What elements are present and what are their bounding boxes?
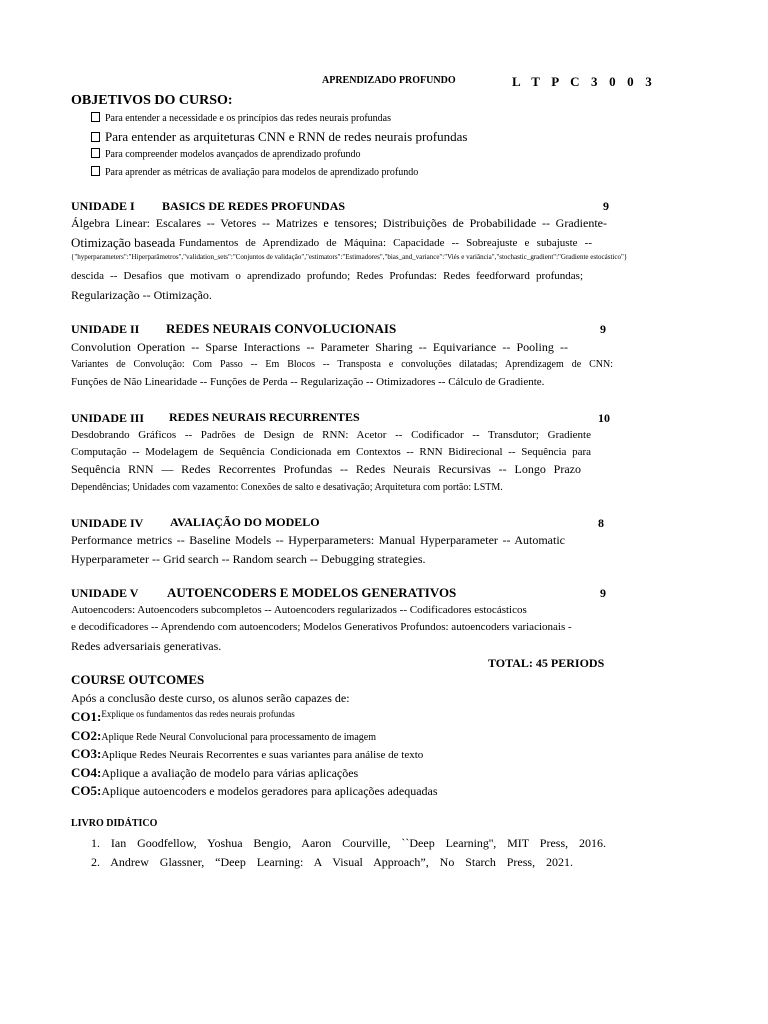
unit-text-line: Regularização -- Otimização. bbox=[71, 288, 212, 302]
unit-label: UNIDADE II bbox=[71, 322, 140, 336]
checkbox-icon bbox=[91, 148, 100, 158]
unit-hours: 9 bbox=[603, 199, 609, 213]
unit-text-line: Performance metrics -- Baseline Models -- Hyperparameters: Manual Hyperparameter -- Automatic bbox=[71, 533, 565, 547]
textbook-item: 2. Andrew Glassner, “Deep Learning: A Visual Approach”, No Starch Press, 2021. bbox=[91, 855, 573, 869]
unit-text-line: Otimização baseada bbox=[71, 235, 176, 250]
objective-item: Para entender as arquiteturas CNN e RNN de redes neurais profundas bbox=[91, 129, 467, 145]
unit-text-line: Fundamentos de Aprendizado de Máquina: Capacidade -- Sobreajuste e subajuste -- bbox=[179, 237, 592, 249]
course-title: APRENDIZADO PROFUNDO bbox=[322, 75, 456, 86]
unit-text-line: descida -- Desafios que motivam o aprendizado profundo; Redes Profundas: Redes feedforward profundas; bbox=[71, 270, 583, 282]
unit-label: UNIDADE IV bbox=[71, 516, 144, 530]
unit-text-line: Autoencoders: Autoencoders subcompletos -- Autoencoders regularizados -- Codificadores estocásticos bbox=[71, 604, 527, 616]
unit-text-line: Dependências; Unidades com vazamento: Conexões de salto e desativação; Arquitetura com portão: LSTM. bbox=[71, 482, 503, 493]
unit-label: UNIDADE V bbox=[71, 586, 139, 600]
unit-title: BASICS DE REDES PROFUNDAS bbox=[162, 199, 346, 213]
outcomes-heading: COURSE OUTCOMES bbox=[71, 672, 205, 687]
unit-text-line: Computação -- Modelagem de Sequência Condicionada em Contextos -- RNN Bidirecional -- Sequência para bbox=[71, 446, 591, 458]
outcome-item: CO1:$^{Explique os fundamentos das redes neurais profundas}$ bbox=[71, 709, 295, 724]
unit-text-line: e decodificadores -- Aprendendo com autoencoders; Modelos Generativos Profundos: autoencoders variacionais - bbox=[71, 621, 572, 633]
unit-hours: 9 bbox=[600, 586, 606, 600]
unit-text-line: Desdobrando Gráficos -- Padrões de Design de RNN: Acetor -- Codificador -- Transdutor; Gradiente bbox=[71, 429, 591, 441]
unit-text-line: Redes adversariais generativas. bbox=[71, 639, 222, 653]
unit-title: AVALIAÇÃO DO MODELO bbox=[170, 515, 320, 529]
objectives-heading: OBJETIVOS DO CURSO: bbox=[71, 93, 233, 108]
checkbox-icon bbox=[91, 166, 100, 176]
unit-title: REDES NEURAIS RECURRENTES bbox=[169, 410, 360, 424]
outcome-item: CO4:Aplique a avaliação de modelo para várias aplicações bbox=[71, 765, 359, 780]
unit-hours: 10 bbox=[598, 411, 610, 425]
textbook-heading: LIVRO DIDÁTICO bbox=[71, 818, 158, 829]
unit-text-line: Funções de Não Linearidade -- Funções de Perda -- Regularização -- Otimizadores -- Cálculo de Gradiente. bbox=[71, 376, 545, 388]
unit-text-line: Variantes de Convolução: Com Passo -- Em Blocos -- Transposta e convoluções dilatadas; Aprendizagem de CNN: bbox=[71, 359, 613, 370]
unit-title: AUTOENCODERS E MODELOS GENERATIVOS bbox=[167, 585, 457, 600]
outcome-item: CO2:Aplique Rede Neural Convolucional para processamento de imagem bbox=[71, 728, 376, 743]
unit-text-line: {"hyperparameters":"Hiperparâmetros","validation_sets":"Conjuntos de validação","estimators":"Estimadores","bias_and_variance":"Viés e variância","stochastic_gradient":"Gradiente estocástico"} bbox=[71, 253, 628, 261]
unit-title: REDES NEURAIS CONVOLUCIONAIS bbox=[166, 321, 397, 336]
unit-text-line: Sequência RNN — Redes Recorrentes Profundas -- Redes Neurais Recursivas -- Longo Prazo bbox=[71, 462, 581, 476]
unit-label: UNIDADE III bbox=[71, 411, 145, 425]
objective-item: Para compreender modelos avançados de aprendizado profundo bbox=[91, 148, 360, 160]
objective-item: Para entender a necessidade e os princípios das redes neurais profundas bbox=[91, 112, 391, 124]
textbook-item: 1. Ian Goodfellow, Yoshua Bengio, Aaron Courville, ``Deep Learning'', MIT Press, 2016. bbox=[91, 836, 606, 850]
checkbox-icon bbox=[91, 132, 100, 142]
outcome-item: CO5:Aplique autoencoders e modelos geradores para aplicações adequadas bbox=[71, 783, 438, 798]
unit-hours: 9 bbox=[600, 322, 606, 336]
outcome-item: CO3:Aplique Redes Neurais Recorrentes e suas variantes para análise de texto bbox=[71, 746, 424, 761]
unit-text-line: Hyperparameter -- Grid search -- Random search -- Debugging strategies. bbox=[71, 552, 426, 566]
unit-label: UNIDADE I bbox=[71, 199, 135, 213]
checkbox-icon bbox=[91, 112, 100, 122]
objective-item: Para aprender as métricas de avaliação para modelos de aprendizado profundo bbox=[91, 166, 418, 178]
unit-text-line: Convolution Operation -- Sparse Interactions -- Parameter Sharing -- Equivariance -- Pooling -- bbox=[71, 340, 568, 354]
total-periods: TOTAL: 45 PERIODS bbox=[488, 656, 605, 670]
outcomes-intro: Após a conclusão deste curso, os alunos serão capazes de: bbox=[71, 691, 350, 705]
unit-hours: 8 bbox=[598, 516, 604, 530]
ltpc-credits: L T P C 3 0 0 3 bbox=[512, 74, 656, 89]
unit-text-line: Álgebra Linear: Escalares -- Vetores -- Matrizes e tensores; Distribuições de Probabilidade -- Gradiente- bbox=[71, 216, 607, 230]
